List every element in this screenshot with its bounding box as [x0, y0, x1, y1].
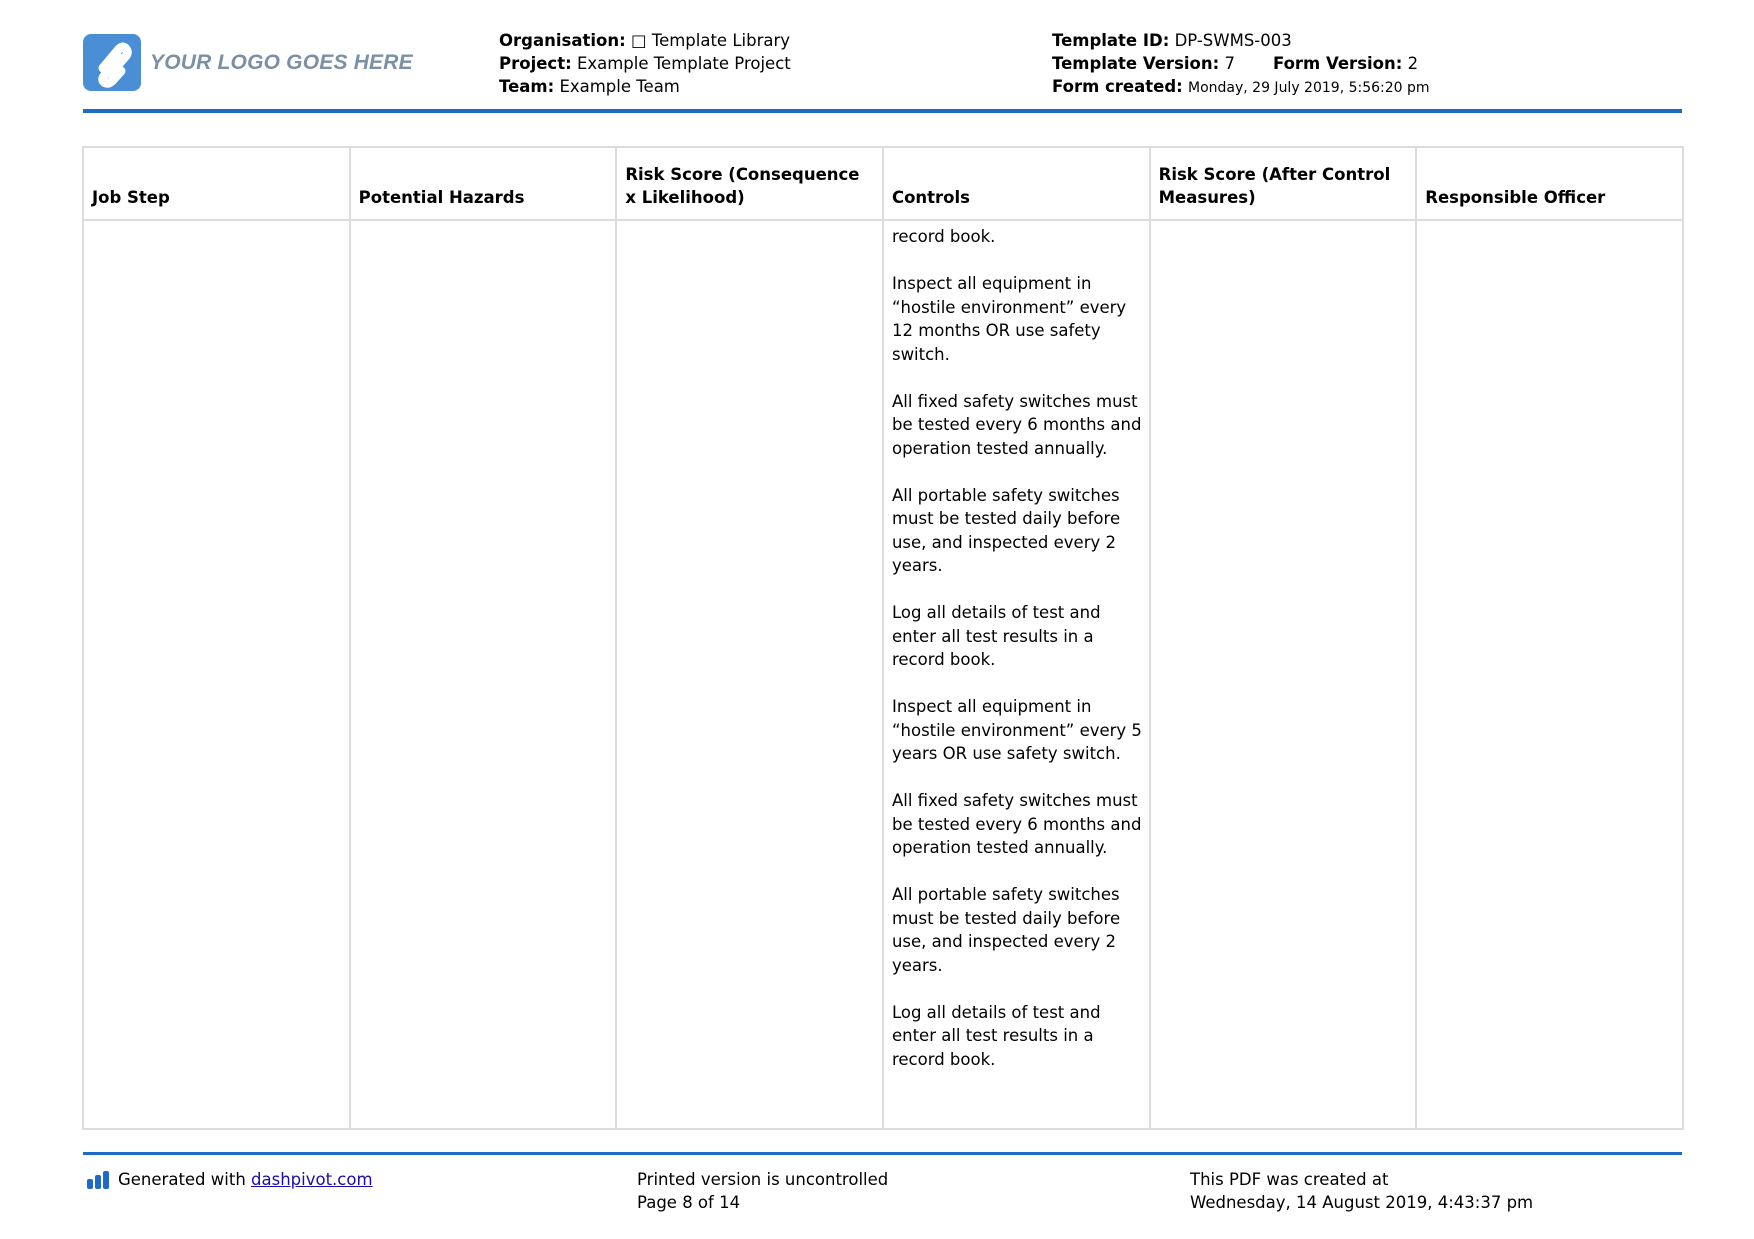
logo-text: YOUR LOGO GOES HERE: [150, 50, 413, 74]
control-paragraph: Inspect all equipment in “hostile environment” every 12 months OR use safety switch.: [891, 274, 1127, 364]
organisation-value: □ Template Library: [630, 31, 791, 50]
swms-table: [82, 146, 1684, 1130]
control-paragraph: Inspect all equipment in “hostile environment” every 5 years OR use safety switch.: [891, 697, 1142, 763]
potential-hazards-cell: [350, 220, 617, 1129]
column-header-risk-score-after: Risk Score (After Control Measures): [1150, 147, 1417, 220]
control-paragraph: All fixed safety switches must be tested every 6 months and operation tested annually.: [891, 391, 1142, 458]
team-value: Example Team: [559, 77, 680, 96]
column-header-risk-score: Risk Score (Consequence x Likelihood): [616, 147, 883, 220]
control-paragraph: Log all details of test and enter all test results in a record book.: [891, 1002, 1101, 1069]
project-label: Project:: [499, 54, 572, 73]
table-row: [83, 220, 1683, 1129]
dashpivot-link[interactable]: dashpivot.com: [251, 1170, 373, 1189]
job-step-cell: [83, 220, 350, 1129]
pdf-created-label: This PDF was created at: [1190, 1170, 1389, 1189]
pdf-created-value: Wednesday, 14 August 2019, 4:43:37 pm: [1190, 1193, 1534, 1212]
template-version-label: Template Version:: [1052, 54, 1220, 73]
responsible-officer-cell: [1416, 220, 1683, 1129]
column-header-job-step: Job Step: [83, 147, 350, 220]
controls-cell: [883, 220, 1150, 1129]
form-meta-right: [1052, 29, 1430, 100]
control-paragraph: All fixed safety switches must be tested every 6 months and operation tested annually.: [891, 791, 1142, 857]
control-paragraph: record book.: [891, 227, 996, 246]
form-meta-left: [499, 29, 791, 98]
template-id-label: Template ID:: [1052, 31, 1170, 50]
logo-icon: [83, 34, 141, 91]
footer-print-info: [637, 1168, 888, 1214]
generated-prefix: Generated with: [118, 1170, 252, 1189]
column-header-responsible-officer: Responsible Officer: [1416, 147, 1683, 220]
form-version-value: 2: [1407, 54, 1419, 73]
footer-generated: [86, 1168, 373, 1191]
table-header-row: [83, 147, 1683, 220]
project-value: Example Template Project: [576, 54, 791, 73]
risk-score-cell: [616, 220, 883, 1129]
column-header-controls: Controls: [883, 147, 1150, 220]
risk-score-after-cell: [1150, 220, 1417, 1129]
control-paragraph: All portable safety switches must be tested daily before use, and inspected every 2 years.: [891, 485, 1121, 575]
company-logo: [83, 34, 413, 91]
control-paragraph: Log all details of test and enter all test results in a record book.: [891, 603, 1101, 669]
footer-pdf-created: [1190, 1168, 1533, 1214]
dashpivot-bars-icon: [86, 1170, 110, 1190]
form-created-value: Monday, 29 July 2019, 5:56:20 pm: [1188, 80, 1430, 96]
control-paragraph: All portable safety switches must be tested daily before use, and inspected every 2 years.: [891, 885, 1121, 975]
footer-divider: [83, 1152, 1682, 1155]
team-label: Team:: [499, 77, 555, 96]
form-created-label: Form created:: [1052, 77, 1183, 96]
organisation-label: Organisation:: [499, 31, 626, 50]
header-divider: [83, 109, 1682, 113]
page-number: Page 8 of 14: [637, 1193, 741, 1212]
uncontrolled-notice: Printed version is uncontrolled: [637, 1170, 889, 1189]
column-header-potential-hazards: Potential Hazards: [350, 147, 617, 220]
form-version-label: Form Version:: [1272, 54, 1403, 73]
template-version-value: 7: [1224, 54, 1235, 73]
template-id-value: DP-SWMS-003: [1174, 31, 1292, 50]
